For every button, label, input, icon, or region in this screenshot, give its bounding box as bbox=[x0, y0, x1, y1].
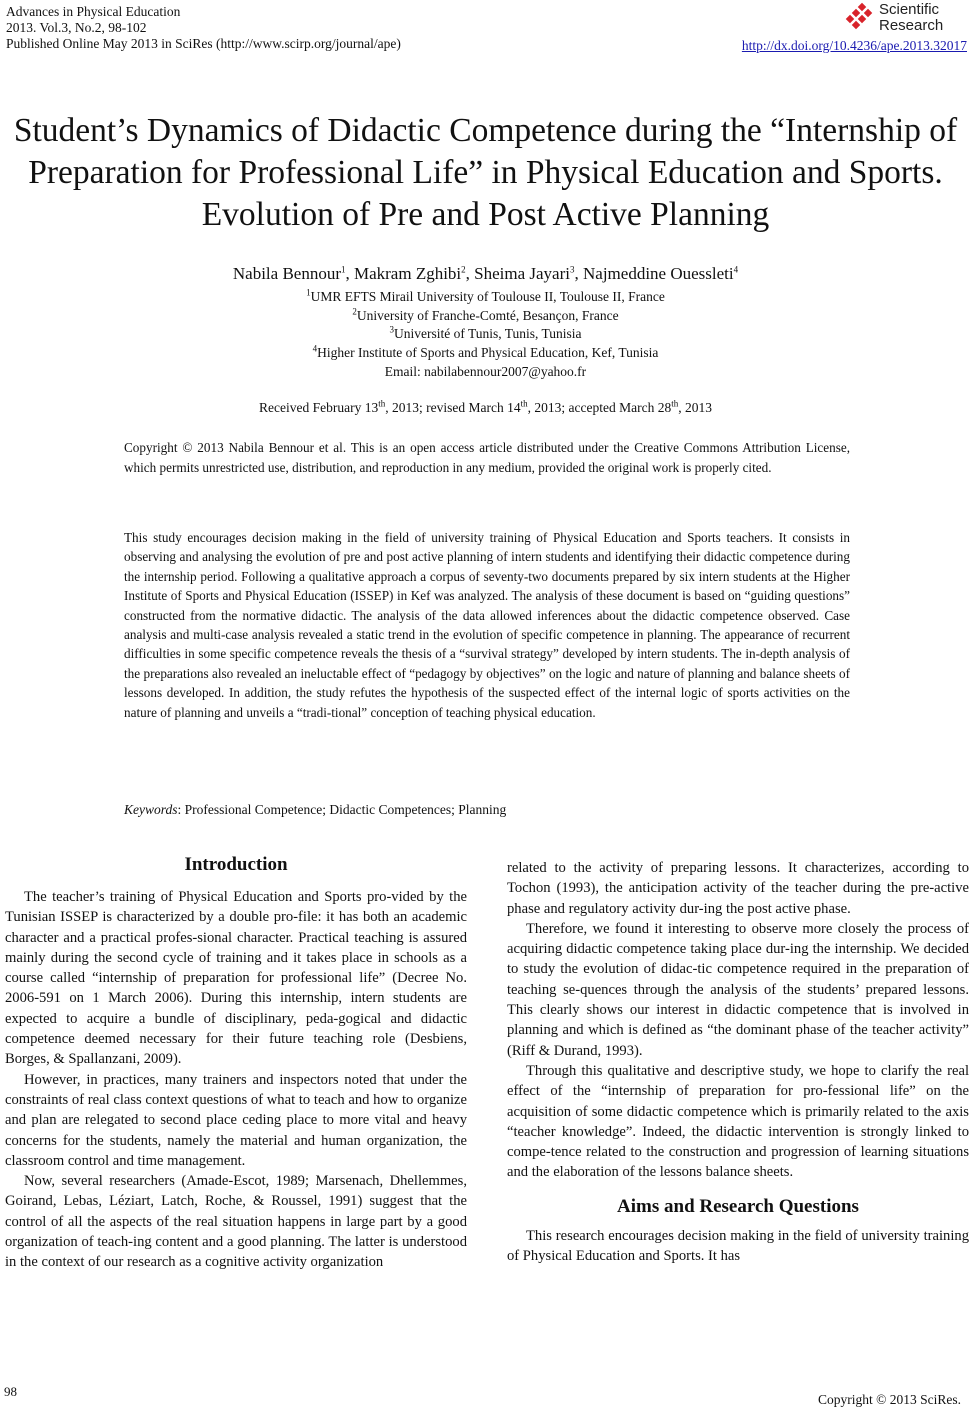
section-heading-aims: Aims and Research Questions bbox=[617, 1195, 859, 1217]
affiliation: $^2$University of Franche-Comté, Besançon, France bbox=[352, 306, 619, 323]
paragraph: Through this qualitative and descriptive study, we hope to clarify the real effect of the “internship of preparation for pro-fessional life” on the acquisition of some didactic competence which is primarily related to the axis “teacher knowledge”. Indeed, the didactic intervention is strongly linked to compe-tence related to the construction and progression of learning situations and the elaboration of the lessons balance sheets. bbox=[507, 1062, 969, 1181]
paragraph: Now, several researchers (Amade-Escot, 1989; Marsenach, Dhellemmes, Goirand, Lebas, Léziart, Latch, Roche, & Roussel, 1991) suggest that the control of all the aspects of the real situation happens in large part by a good organization of teach-ing content and a good planning. The latter is understood in the context of our research as a cognitive activity organization bbox=[5, 1173, 467, 1271]
doi-link-container bbox=[742, 38, 967, 54]
paragraph: related to the activity of preparing lessons. It characterizes, according to Tochon (1993), the anticipation activity of the teacher during the pre-active phase and regulatory activity dur-ing the post active phase. bbox=[507, 860, 969, 917]
author-list: Nabila Bennour$^1$, Makram Zghibi$^2$, Sheima Jayari$^3$, Najmeddine Ouessleti$^4$ bbox=[232, 264, 739, 283]
journal-volume: 2013. Vol.3, No.2, 98-102 bbox=[6, 20, 147, 35]
affiliation: $^3$Université of Tunis, Tunis, Tunisia bbox=[389, 324, 582, 342]
paragraph: This research encourages decision making in the field of university training of Physical Education and Sports. It has bbox=[507, 1228, 969, 1265]
keywords-text: : Professional Competence; Didactic Competences; Planning bbox=[177, 802, 507, 817]
left-column bbox=[5, 887, 467, 1273]
footer-copyright: Copyright © 2013 SciRes. bbox=[817, 1392, 961, 1407]
paragraph: The teacher’s training of Physical Education and Sports pro-vided by the Tunisian ISSEP is characterized by a double pro-file: it has both an academic character and a practical profes-sional character. Practical teaching is assured mainly during the second cycle of training and it takes place in schools as a course called “internship of preparation for professional life” (Decree No. 2006-591 on 1 March 2006). During this internship, intern students are expected to acquire a bundle of disciplinary, peda-gogical and didactic competence deemed necessary for their future teaching role (Desbiens, Borges, & Spallanzani, 2009). bbox=[5, 889, 467, 1068]
abstract: This study encourages decision making in the field of university training of Physical Education and Sports teachers. It consists in observing and analysing the evolution of pre and post active planning of intern students and identifying their didactic competence during the internship period. Following a qualitative approach a corpus of seventy-two documents prepared by six intern students at the Higher Institute of Sports and Physical Education (ISSEP) in Kef was analyzed. The analysis of these document is based on “guiding questions” constructed from the normative didactic. The analysis of the data allowed inferences about the didactic competence observed. Case analysis and multi-case analysis revealed a static trend in the evolution of specific competence in planning. The appearance of recurrent difficulties in some specific competence reveals the thesis of a “survival strategy” developed by intern students. The in-depth analysis of the preparations also revealed an ineluctable effect of “pedagogy by objectives” on the logic and nature of planning and balance sheets of lessons developed. In addition, the study refutes the hypothesis of the suspected effect of the internal logic of sports activities on the nature of planning and unveils a “tradi-tional” conception of teaching physical education. bbox=[124, 530, 850, 720]
author: Makram Zghibi$^2$ bbox=[353, 264, 466, 283]
scientific-research-logo bbox=[845, 2, 965, 36]
logo-line-1: Scientific bbox=[879, 1, 940, 18]
paragraph: Therefore, we found it interesting to observe more closely the process of acquiring didactic competence taking place dur-ing the internship. We decided to study the evolution of didac-tic competence required in the preparation of teaching se-quences through the analysis of the students’ prepared lessons. This clearly shows our interest in didactic competence that is involved in planning and which is defined as “the dominant phase of the teacher activity” (Riff & Durand, 1993). bbox=[507, 920, 969, 1059]
keywords bbox=[124, 802, 506, 818]
keywords-label: Keywords bbox=[124, 802, 178, 817]
logo-line-2: Research bbox=[879, 17, 944, 34]
affiliation: $^1$UMR EFTS Mirail University of Toulouse II, Toulouse II, France bbox=[306, 287, 665, 304]
author-email: Email: nabilabennour2007@yahoo.fr bbox=[384, 363, 587, 379]
affiliation-list bbox=[0, 288, 971, 382]
copyright-notice: Copyright © 2013 Nabila Bennour et al. This is an open access article distributed under the Creative Commons Attribution License, which permits unrestricted use, distribution, and reproduction in any medium, provided the original work is properly cited. bbox=[124, 440, 850, 475]
author: Najmeddine Ouessleti$^4$ bbox=[583, 264, 739, 283]
page-number: 98 bbox=[4, 1384, 17, 1399]
affiliation: $^4$Higher Institute of Sports and Physical Education, Kef, Tunisia bbox=[312, 343, 659, 361]
author: Sheima Jayari$^3$ bbox=[474, 264, 575, 283]
received-dates: Received February 13th, 2013; revised March 14th, 2013; accepted March 28th, 2013 bbox=[259, 398, 712, 415]
paper-title: Student’s Dynamics of Didactic Competence during the “Internship of Preparation for Professional Life” in Physical Education and Sports. Evolution of Pre and Post Active Planning bbox=[13, 112, 958, 233]
doi-link[interactable]: http://dx.doi.org/10.4236/ape.2013.32017 bbox=[741, 38, 967, 53]
journal-name: Advances in Physical Education bbox=[6, 4, 181, 19]
journal-published: Published Online May 2013 in SciRes (http://www.scirp.org/journal/ape) bbox=[6, 36, 401, 51]
paragraph: However, in practices, many trainers and inspectors noted that under the constraints of real class context questions of what to teach and how to organize and plan are relegated to second place ceding place to more vital and heavy concerns for the students, namely the material and human organization, the classroom control and time management. bbox=[5, 1071, 467, 1169]
logo-icon bbox=[845, 2, 877, 34]
logo-wordmark bbox=[879, 2, 943, 34]
section-heading-introduction: Introduction bbox=[184, 854, 288, 875]
journal-header bbox=[6, 4, 401, 52]
right-column bbox=[507, 858, 969, 1267]
author: Nabila Bennour$^1$ bbox=[232, 264, 346, 283]
